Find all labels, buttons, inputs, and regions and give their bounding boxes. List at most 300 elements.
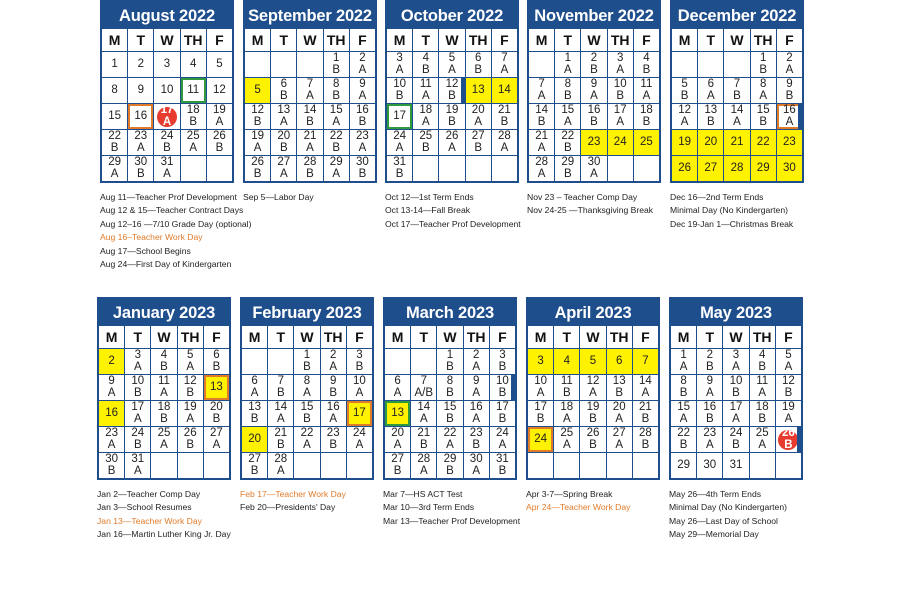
- day-rotation-letter: A: [446, 438, 454, 451]
- weekday-header: M: [385, 326, 410, 348]
- day-number: 23: [326, 427, 340, 439]
- day-number: 25: [186, 130, 200, 142]
- day-cell: [178, 401, 203, 426]
- day-number: 24: [613, 135, 627, 148]
- weekday-header: TH: [178, 326, 203, 348]
- calendar-note: Mar 13—Teacher Prof Development: [383, 515, 521, 526]
- weekday-header: W: [294, 326, 319, 348]
- day-number: 13: [391, 406, 404, 419]
- day-number: 2: [472, 349, 480, 361]
- calendar-note: Jan 2—Teacher Comp Day: [97, 489, 201, 499]
- day-rotation-letter: A: [107, 386, 116, 399]
- day-rotation-letter: B: [758, 412, 767, 425]
- day-rotation-letter: A: [472, 464, 481, 477]
- month-grid: [243, 29, 377, 183]
- day-number: 25: [419, 130, 433, 142]
- weekday-header: F: [634, 29, 659, 51]
- day-cell: [723, 375, 748, 400]
- day-rotation-letter: B: [395, 167, 404, 180]
- day-number: 27: [391, 453, 404, 465]
- day-number: 16: [326, 401, 340, 413]
- day-rotation-letter: B: [759, 63, 768, 76]
- day-cell: [723, 349, 748, 374]
- day-cell: [466, 156, 491, 181]
- month-calendar: [97, 297, 231, 480]
- day-number: 20: [471, 104, 485, 116]
- day-cell: [99, 453, 124, 478]
- month-calendar: [385, 0, 519, 183]
- calendar-note: Dec 16—2nd Term Ends: [670, 192, 764, 202]
- day-number: 22: [108, 130, 121, 142]
- day-number: 26: [183, 427, 197, 439]
- day-cell: [671, 349, 696, 374]
- day-cell: [439, 104, 464, 129]
- day-cell: [242, 427, 267, 452]
- day-cell: [294, 427, 319, 452]
- day-rotation-letter: A: [679, 412, 688, 425]
- day-number: 28: [274, 453, 288, 465]
- day-cell: [672, 52, 697, 77]
- calendar-note: Oct 13-14—Fall Break: [385, 205, 471, 216]
- calendar-note: Minimal Day (No Kindergarten): [670, 205, 788, 216]
- day-number: 16: [356, 104, 369, 116]
- month-grid: [385, 29, 519, 183]
- day-cell: [204, 375, 229, 400]
- day-rotation-letter: A: [563, 115, 572, 128]
- day-cell: [413, 156, 438, 181]
- day-number: 1: [332, 52, 340, 64]
- day-number: 23: [469, 427, 483, 439]
- day-cell: [751, 52, 776, 77]
- day-number: 3: [396, 52, 403, 64]
- day-rotation-letter: A: [641, 386, 650, 399]
- day-cell: [268, 375, 293, 400]
- month-notes: [526, 488, 630, 515]
- weekday-header: M: [102, 29, 127, 51]
- day-number: 5: [785, 349, 792, 361]
- day-cell: [294, 349, 319, 374]
- day-rotation-letter: A: [448, 63, 456, 76]
- day-rotation-letter: B: [446, 386, 454, 399]
- weekday-header: TH: [464, 326, 489, 348]
- day-number: 6: [280, 78, 287, 90]
- day-number: 22: [443, 427, 457, 439]
- day-number: 7: [642, 354, 649, 367]
- day-cell: [102, 104, 127, 129]
- day-rotation-letter: B: [758, 360, 767, 373]
- day-number: 4: [160, 349, 168, 361]
- day-cell: [99, 401, 124, 426]
- day-rotation-letter: B: [498, 464, 507, 477]
- day-cell: [671, 427, 696, 452]
- day-cell: [321, 427, 346, 452]
- day-number: 1: [564, 52, 571, 64]
- day-number: 22: [756, 135, 770, 148]
- day-rotation-letter: A: [589, 386, 597, 399]
- day-rotation-letter: B: [250, 464, 259, 477]
- day-number: 1: [111, 57, 118, 70]
- day-rotation-letter: A: [784, 360, 793, 373]
- day-rotation-letter: B: [590, 63, 598, 76]
- day-number: 16: [587, 104, 601, 116]
- day-cell: [245, 104, 270, 129]
- day-cell: [128, 156, 153, 181]
- day-number: 21: [303, 130, 317, 142]
- day-cell: [751, 156, 776, 181]
- day-cell: [271, 130, 296, 155]
- day-number: 18: [560, 401, 574, 413]
- day-number: 17: [393, 109, 406, 122]
- month-notes: [100, 191, 251, 271]
- day-cell: [387, 52, 412, 77]
- day-rotation-letter: A: [358, 89, 367, 102]
- day-number: 4: [643, 52, 650, 64]
- day-rotation-letter: B: [732, 386, 740, 399]
- day-number: 10: [729, 375, 743, 387]
- weekday-header: M: [671, 326, 696, 348]
- day-cell: [751, 130, 776, 155]
- day-number: 8: [111, 83, 118, 96]
- weekday-header: TH: [607, 326, 632, 348]
- weekday-header: M: [387, 29, 412, 51]
- day-rotation-letter: A: [162, 115, 172, 128]
- day-cell: [777, 130, 802, 155]
- day-number: 6: [213, 349, 220, 361]
- calendar-note: Minimal Day (No Kindergarten): [669, 502, 787, 513]
- day-cell: [723, 427, 748, 452]
- day-cell: [347, 375, 372, 400]
- day-cell: [607, 349, 632, 374]
- day-number: 18: [640, 104, 653, 116]
- day-cell: [490, 375, 515, 400]
- day-rotation-letter: A: [395, 63, 404, 76]
- day-number: 11: [756, 375, 769, 387]
- day-number: 24: [534, 432, 547, 445]
- day-rotation-letter: A: [419, 412, 428, 425]
- day-rotation-letter: B: [253, 167, 262, 180]
- day-cell: [492, 78, 517, 103]
- weekday-header: W: [724, 29, 749, 51]
- day-number: 30: [134, 156, 148, 168]
- month-notes: [240, 488, 346, 515]
- day-cell: [697, 349, 722, 374]
- day-number: 16: [134, 109, 148, 122]
- day-cell: [413, 130, 438, 155]
- day-number: 20: [248, 432, 261, 445]
- weekday-header: F: [347, 326, 372, 348]
- day-rotation-letter: A: [615, 412, 624, 425]
- day-rotation-letter: A: [562, 438, 571, 451]
- day-rotation-letter: B: [329, 386, 338, 399]
- calendar-note: Aug 24—First Day of Kindergarten: [100, 259, 232, 270]
- day-number: 20: [704, 135, 718, 148]
- day-number: 23: [356, 130, 369, 142]
- day-rotation-letter: A: [393, 438, 402, 451]
- day-rotation-letter: A: [448, 141, 456, 154]
- day-cell: [581, 130, 606, 155]
- weekday-header: W: [580, 326, 605, 348]
- calendar-note: May 29—Memorial Day: [669, 529, 759, 540]
- day-number: 6: [251, 375, 258, 387]
- day-number: 15: [300, 401, 314, 413]
- day-number: 15: [108, 109, 121, 122]
- day-cell: [492, 130, 517, 155]
- day-cell: [413, 52, 438, 77]
- day-rotation-letter: A: [358, 141, 367, 154]
- day-cell: [271, 104, 296, 129]
- day-number: 30: [703, 458, 717, 471]
- day-number: 13: [471, 83, 485, 96]
- month-calendar: [527, 0, 661, 183]
- day-cell: [324, 104, 349, 129]
- day-cell: [297, 130, 322, 155]
- day-rotation-letter: A: [784, 412, 793, 425]
- day-rotation-letter: A: [393, 386, 402, 399]
- day-rotation-letter: A: [395, 141, 404, 154]
- day-number: 29: [756, 161, 770, 174]
- day-cell: [750, 453, 775, 478]
- day-cell: [776, 375, 801, 400]
- day-number: 24: [160, 130, 174, 142]
- day-number: 10: [534, 375, 547, 387]
- day-number: 31: [729, 458, 743, 471]
- day-number: 15: [561, 104, 575, 116]
- day-cell: [466, 78, 491, 103]
- day-rotation-letter: A: [212, 438, 221, 451]
- weekday-header: TH: [750, 326, 775, 348]
- day-number: 26: [445, 130, 459, 142]
- day-rotation-letter: A: [732, 360, 740, 373]
- day-number: 28: [417, 453, 431, 465]
- day-cell: [580, 453, 605, 478]
- day-rotation-letter: B: [393, 464, 402, 477]
- day-number: 22: [300, 427, 314, 439]
- day-rotation-letter: A: [616, 115, 625, 128]
- day-cell: [242, 375, 267, 400]
- day-number: 12: [183, 375, 197, 387]
- day-number: 28: [639, 427, 652, 439]
- day-rotation-letter: A: [279, 167, 288, 180]
- day-cell: [672, 130, 697, 155]
- day-cell: [608, 78, 633, 103]
- day-cell: [204, 453, 229, 478]
- day-rotation-letter: A: [500, 63, 509, 76]
- day-cell: [723, 401, 748, 426]
- day-rotation-letter: B: [498, 360, 507, 373]
- day-rotation-letter: A: [133, 412, 142, 425]
- day-rotation-letter: B: [160, 360, 168, 373]
- day-number: 16: [469, 401, 483, 413]
- day-rotation-letter: B: [536, 412, 545, 425]
- weekday-header: TH: [324, 29, 349, 51]
- day-number: 26: [586, 427, 600, 439]
- day-number: 11: [640, 78, 653, 90]
- day-rotation-letter: B: [303, 360, 311, 373]
- month-notes: [383, 488, 520, 528]
- day-number: 27: [471, 130, 485, 142]
- day-cell: [607, 427, 632, 452]
- day-rotation-letter: A: [537, 89, 546, 102]
- day-cell: [724, 130, 749, 155]
- day-cell: [776, 453, 801, 478]
- day-cell: [439, 52, 464, 77]
- day-number: 24: [353, 427, 366, 439]
- day-rotation-letter: B: [133, 438, 142, 451]
- day-number: 12: [251, 104, 264, 116]
- day-number: 9: [786, 78, 793, 90]
- day-rotation-letter: A: [303, 438, 311, 451]
- day-number: 6: [615, 354, 623, 367]
- day-rotation-letter: B: [186, 438, 195, 451]
- month-grid: [97, 326, 231, 480]
- day-cell: [411, 453, 436, 478]
- day-cell: [181, 78, 206, 103]
- day-cell: [634, 78, 659, 103]
- day-number: 24: [496, 427, 509, 439]
- day-rotation-letter: B: [446, 360, 454, 373]
- month-calendar: [526, 297, 660, 480]
- day-cell: [554, 453, 579, 478]
- day-number: 25: [755, 427, 769, 439]
- day-number: 29: [329, 156, 343, 168]
- weekday-header: F: [207, 29, 232, 51]
- weekday-header: TH: [466, 29, 491, 51]
- day-number: 26: [251, 156, 264, 168]
- day-cell: [581, 52, 606, 77]
- day-cell: [181, 52, 206, 77]
- day-rotation-letter: A: [163, 167, 171, 180]
- day-cell: [554, 427, 579, 452]
- day-cell: [724, 104, 749, 129]
- day-rotation-letter: A: [679, 360, 688, 373]
- day-number: 24: [393, 130, 406, 142]
- day-number: 27: [612, 427, 626, 439]
- day-rotation-letter: A: [276, 464, 285, 477]
- day-rotation-letter: B: [107, 464, 116, 477]
- day-cell: [724, 156, 749, 181]
- day-cell: [697, 427, 722, 452]
- day-number: 15: [443, 401, 457, 413]
- weekday-header: M: [528, 326, 553, 348]
- day-cell: [99, 349, 124, 374]
- day-number: 13: [248, 401, 261, 413]
- day-cell: [555, 130, 580, 155]
- day-cell: [297, 78, 322, 103]
- day-cell: [350, 104, 375, 129]
- day-cell: [529, 156, 554, 181]
- day-cell: [178, 453, 203, 478]
- day-cell: [698, 130, 723, 155]
- calendar-note: May 26—4th Term Ends: [669, 489, 762, 499]
- day-cell: [671, 453, 696, 478]
- day-rotation-letter: A: [498, 438, 507, 451]
- day-cell: [437, 427, 462, 452]
- day-rotation-letter: A: [615, 438, 624, 451]
- day-number: 4: [563, 354, 570, 367]
- calendar-note: May 26—Last Day of School: [669, 515, 778, 526]
- month-notes: [527, 191, 653, 218]
- day-number: 2: [137, 57, 144, 70]
- day-cell: [128, 130, 153, 155]
- day-cell: [268, 453, 293, 478]
- day-number: 23: [105, 427, 118, 439]
- day-number: 19: [183, 401, 197, 413]
- day-number: 21: [535, 130, 548, 142]
- day-rotation-letter: A: [642, 89, 651, 102]
- weekday-header: T: [413, 29, 438, 51]
- day-cell: [125, 401, 150, 426]
- day-rotation-letter: A: [758, 386, 767, 399]
- day-rotation-letter: A: [500, 141, 509, 154]
- day-rotation-letter: A: [785, 115, 794, 128]
- day-rotation-letter: B: [446, 412, 454, 425]
- day-cell: [294, 375, 319, 400]
- weekday-header: F: [490, 326, 515, 348]
- weekday-header: F: [204, 326, 229, 348]
- month-calendar: [670, 0, 804, 183]
- day-number: 25: [157, 427, 171, 439]
- day-cell: [324, 156, 349, 181]
- day-cell: [490, 427, 515, 452]
- day-number: 27: [277, 156, 291, 168]
- month-title: April 2023: [526, 297, 660, 326]
- day-cell: [529, 52, 554, 77]
- day-number: 11: [419, 78, 432, 90]
- day-rotation-letter: B: [563, 89, 572, 102]
- day-cell: [529, 78, 554, 103]
- day-cell: [125, 349, 150, 374]
- day-cell: [672, 78, 697, 103]
- day-number: 12: [445, 78, 459, 90]
- day-number: 29: [561, 156, 575, 168]
- day-number: 9: [359, 78, 366, 90]
- day-cell: [439, 156, 464, 181]
- day-cell: [464, 401, 489, 426]
- day-rotation-letter: B: [332, 89, 341, 102]
- day-rotation-letter: A: [705, 386, 714, 399]
- day-rotation-letter: B: [784, 438, 793, 451]
- day-cell: [387, 78, 412, 103]
- day-cell: [102, 78, 127, 103]
- day-number: 12: [678, 104, 691, 116]
- day-cell: [321, 349, 346, 374]
- day-number: 3: [732, 349, 740, 361]
- day-number: 17: [613, 104, 627, 116]
- weekday-header: T: [128, 29, 153, 51]
- day-cell: [581, 104, 606, 129]
- day-cell: [154, 78, 179, 103]
- day-number: 4: [758, 349, 766, 361]
- day-number: 8: [332, 78, 340, 90]
- day-number: 27: [704, 161, 718, 174]
- weekday-header: M: [529, 29, 554, 51]
- day-cell: [528, 427, 553, 452]
- day-rotation-letter: A: [785, 63, 794, 76]
- day-number: 29: [677, 458, 690, 471]
- day-cell: [99, 427, 124, 452]
- day-rotation-letter: B: [641, 412, 650, 425]
- day-cell: [439, 130, 464, 155]
- day-cell: [385, 427, 410, 452]
- weekday-header: W: [437, 326, 462, 348]
- day-cell: [608, 52, 633, 77]
- calendar-note: Sep 5—Labor Day: [243, 192, 314, 202]
- day-number: 6: [474, 52, 482, 64]
- day-number: 26: [678, 161, 691, 174]
- day-cell: [776, 427, 801, 452]
- day-rotation-letter: B: [472, 438, 481, 451]
- day-number: 23: [587, 135, 601, 148]
